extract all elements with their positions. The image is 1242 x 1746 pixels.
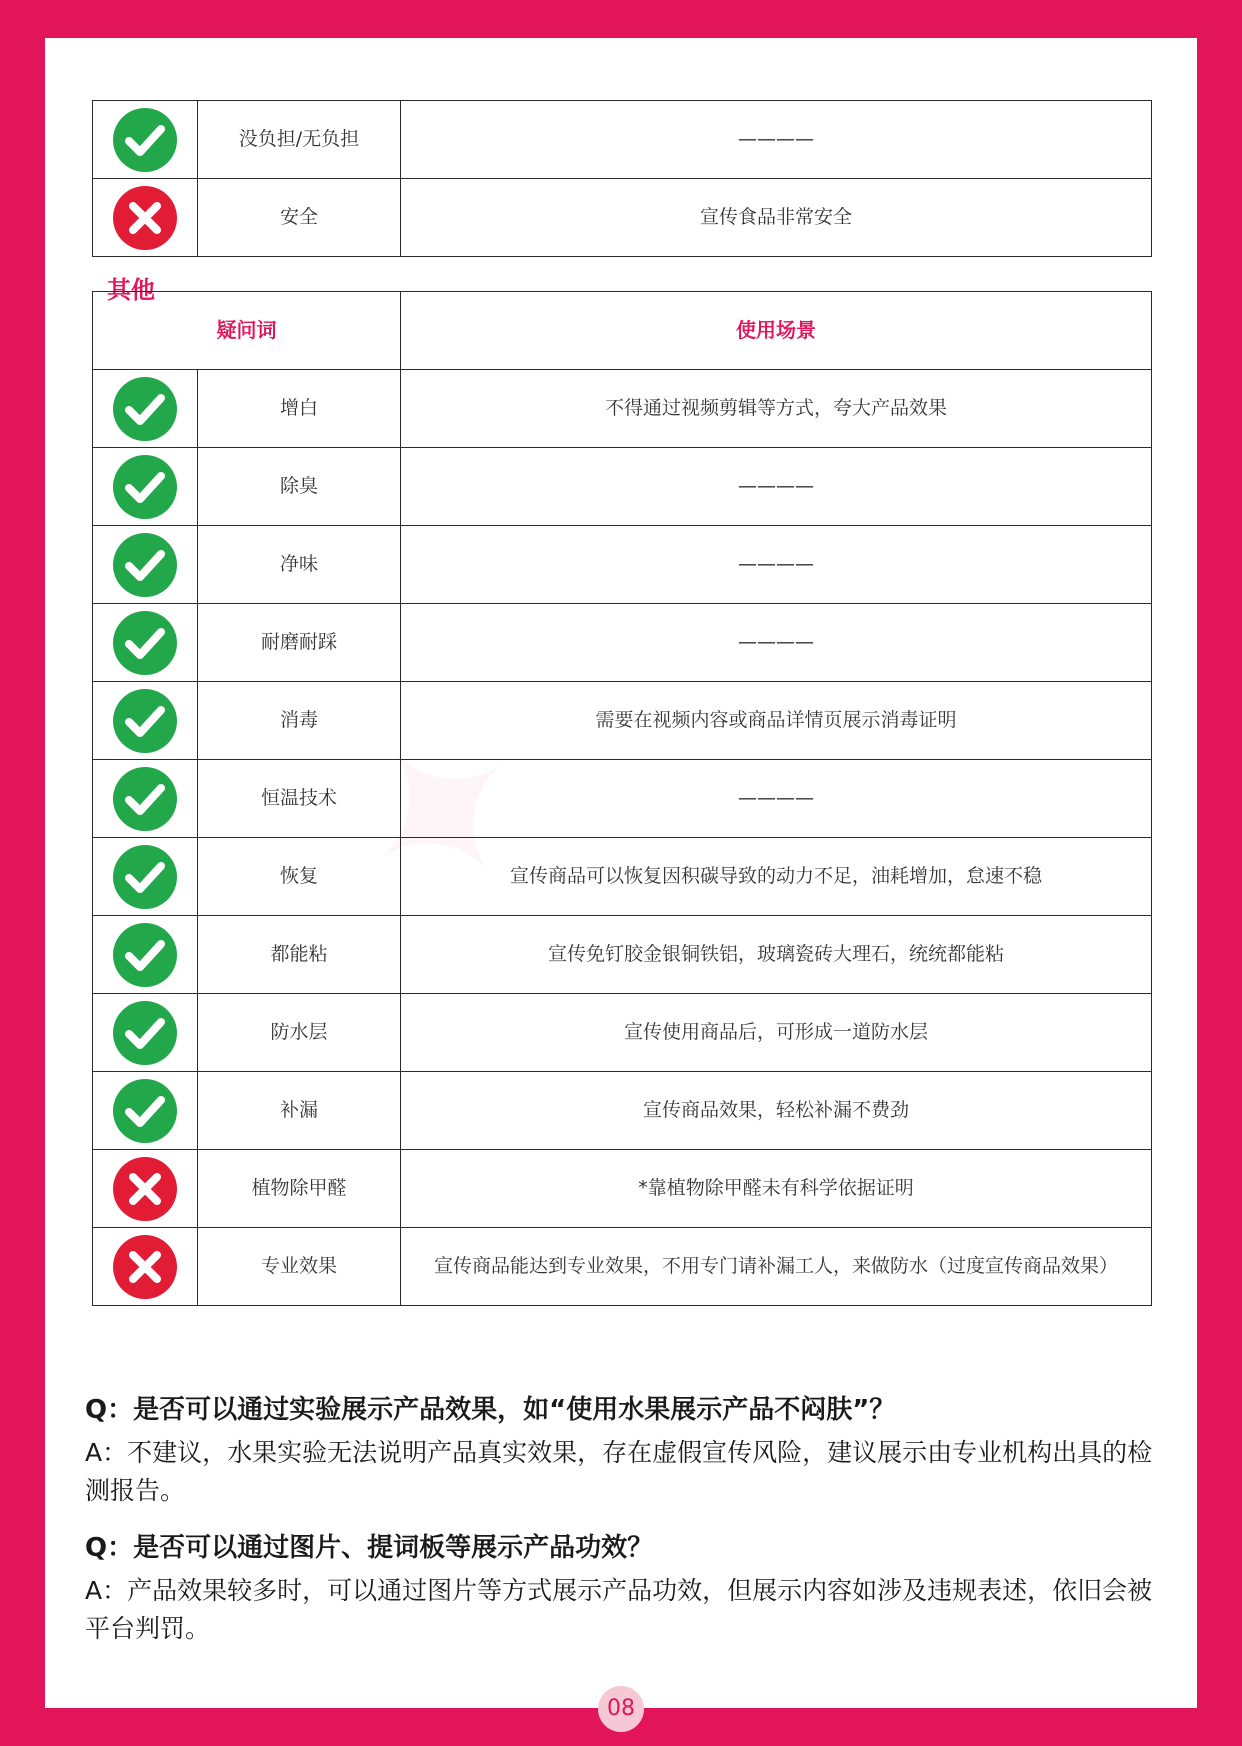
- check-circle-icon: [93, 376, 197, 442]
- cross-circle-icon: [93, 1156, 197, 1222]
- table-row: [93, 604, 1152, 682]
- status-cell: [93, 370, 198, 448]
- scene-cell: 宣传商品可以恢复因积碳导致的动力不足，油耗增加，怠速不稳: [401, 838, 1152, 916]
- status-cell: [93, 682, 198, 760]
- question-1: Q：是否可以通过实验展示产品效果，如“使用水果展示产品不闷肤”？: [85, 1395, 896, 1425]
- table-row: [93, 760, 1152, 838]
- table-row: [93, 1228, 1152, 1306]
- status-cell: [93, 179, 198, 257]
- status-cell: [93, 1228, 198, 1306]
- header-scene: 使用场景: [401, 292, 1152, 370]
- scene-cell: 需要在视频内容或商品详情页展示消毒证明: [401, 682, 1152, 760]
- word-cell: 增白: [198, 370, 401, 448]
- scene-cell: ————: [401, 760, 1152, 838]
- table-row: [93, 916, 1152, 994]
- qa-item-1: [85, 1392, 1165, 1509]
- table-top: [92, 100, 1152, 257]
- table-header-row: [93, 292, 1152, 370]
- question-2: Q：是否可以通过图片、提词板等展示产品功效？: [85, 1533, 654, 1563]
- status-cell: [93, 994, 198, 1072]
- cross-circle-icon: [93, 1234, 197, 1300]
- table-other: [92, 291, 1152, 1306]
- word-cell: 恒温技术: [198, 760, 401, 838]
- scene-cell: 不得通过视频剪辑等方式，夸大产品效果: [401, 370, 1152, 448]
- table-row: [93, 101, 1152, 179]
- status-cell: [93, 1150, 198, 1228]
- check-circle-icon: [93, 688, 197, 754]
- scene-cell: ————: [401, 526, 1152, 604]
- word-cell: 都能粘: [198, 916, 401, 994]
- word-cell: 净味: [198, 526, 401, 604]
- word-cell: 消毒: [198, 682, 401, 760]
- scene-cell: ————: [401, 448, 1152, 526]
- scene-cell: ————: [401, 604, 1152, 682]
- scene-cell: *靠植物除甲醛未有科学依据证明: [401, 1150, 1152, 1228]
- scene-cell: ————: [401, 101, 1152, 179]
- header-word: 疑问词: [93, 292, 401, 370]
- word-cell: 耐磨耐踩: [198, 604, 401, 682]
- table-row: [93, 179, 1152, 257]
- page-sheet: [45, 38, 1197, 1708]
- check-circle-icon: [93, 844, 197, 910]
- word-cell: 安全: [198, 179, 401, 257]
- status-cell: [93, 526, 198, 604]
- word-cell: 补漏: [198, 1072, 401, 1150]
- qa-item-2: [85, 1530, 1165, 1647]
- status-cell: [93, 1072, 198, 1150]
- word-cell: 防水层: [198, 994, 401, 1072]
- status-cell: [93, 838, 198, 916]
- scene-cell: 宣传商品效果，轻松补漏不费劲: [401, 1072, 1152, 1150]
- check-circle-icon: [93, 454, 197, 520]
- table-row: [93, 370, 1152, 448]
- check-circle-icon: [93, 532, 197, 598]
- word-cell: 植物除甲醛: [198, 1150, 401, 1228]
- scene-cell: 宣传食品非常安全: [401, 179, 1152, 257]
- check-circle-icon: [93, 766, 197, 832]
- table-row: [93, 1072, 1152, 1150]
- scene-cell: 宣传免钉胶金银铜铁铝，玻璃瓷砖大理石，统统都能粘: [401, 916, 1152, 994]
- check-circle-icon: [93, 1000, 197, 1066]
- table-row: [93, 448, 1152, 526]
- word-cell: 除臭: [198, 448, 401, 526]
- status-cell: [93, 916, 198, 994]
- answer-2: A：产品效果较多时，可以通过图片等方式展示产品功效，但展示内容如涉及违规表述，依旧会被平台判罚。: [85, 1576, 1153, 1643]
- check-circle-icon: [93, 1078, 197, 1144]
- table-row: [93, 838, 1152, 916]
- section-title: 其他: [107, 276, 155, 304]
- check-circle-icon: [93, 922, 197, 988]
- status-cell: [93, 760, 198, 838]
- table-row: [93, 526, 1152, 604]
- word-cell: 没负担/无负担: [198, 101, 401, 179]
- answer-1: A：不建议，水果实验无法说明产品真实效果，存在虚假宣传风险，建议展示由专业机构出具的检测报告。: [85, 1438, 1153, 1505]
- word-cell: 专业效果: [198, 1228, 401, 1306]
- status-cell: [93, 604, 198, 682]
- check-circle-icon: [93, 610, 197, 676]
- status-cell: [93, 101, 198, 179]
- word-cell: 恢复: [198, 838, 401, 916]
- page-number: 08: [598, 1686, 644, 1732]
- scene-cell: 宣传使用商品后，可形成一道防水层: [401, 994, 1152, 1072]
- scene-cell: 宣传商品能达到专业效果，不用专门请补漏工人，来做防水（过度宣传商品效果）: [401, 1228, 1152, 1306]
- table-row: [93, 682, 1152, 760]
- table-row: [93, 1150, 1152, 1228]
- status-cell: [93, 448, 198, 526]
- check-circle-icon: [93, 107, 197, 173]
- table-row: [93, 994, 1152, 1072]
- cross-circle-icon: [93, 185, 197, 251]
